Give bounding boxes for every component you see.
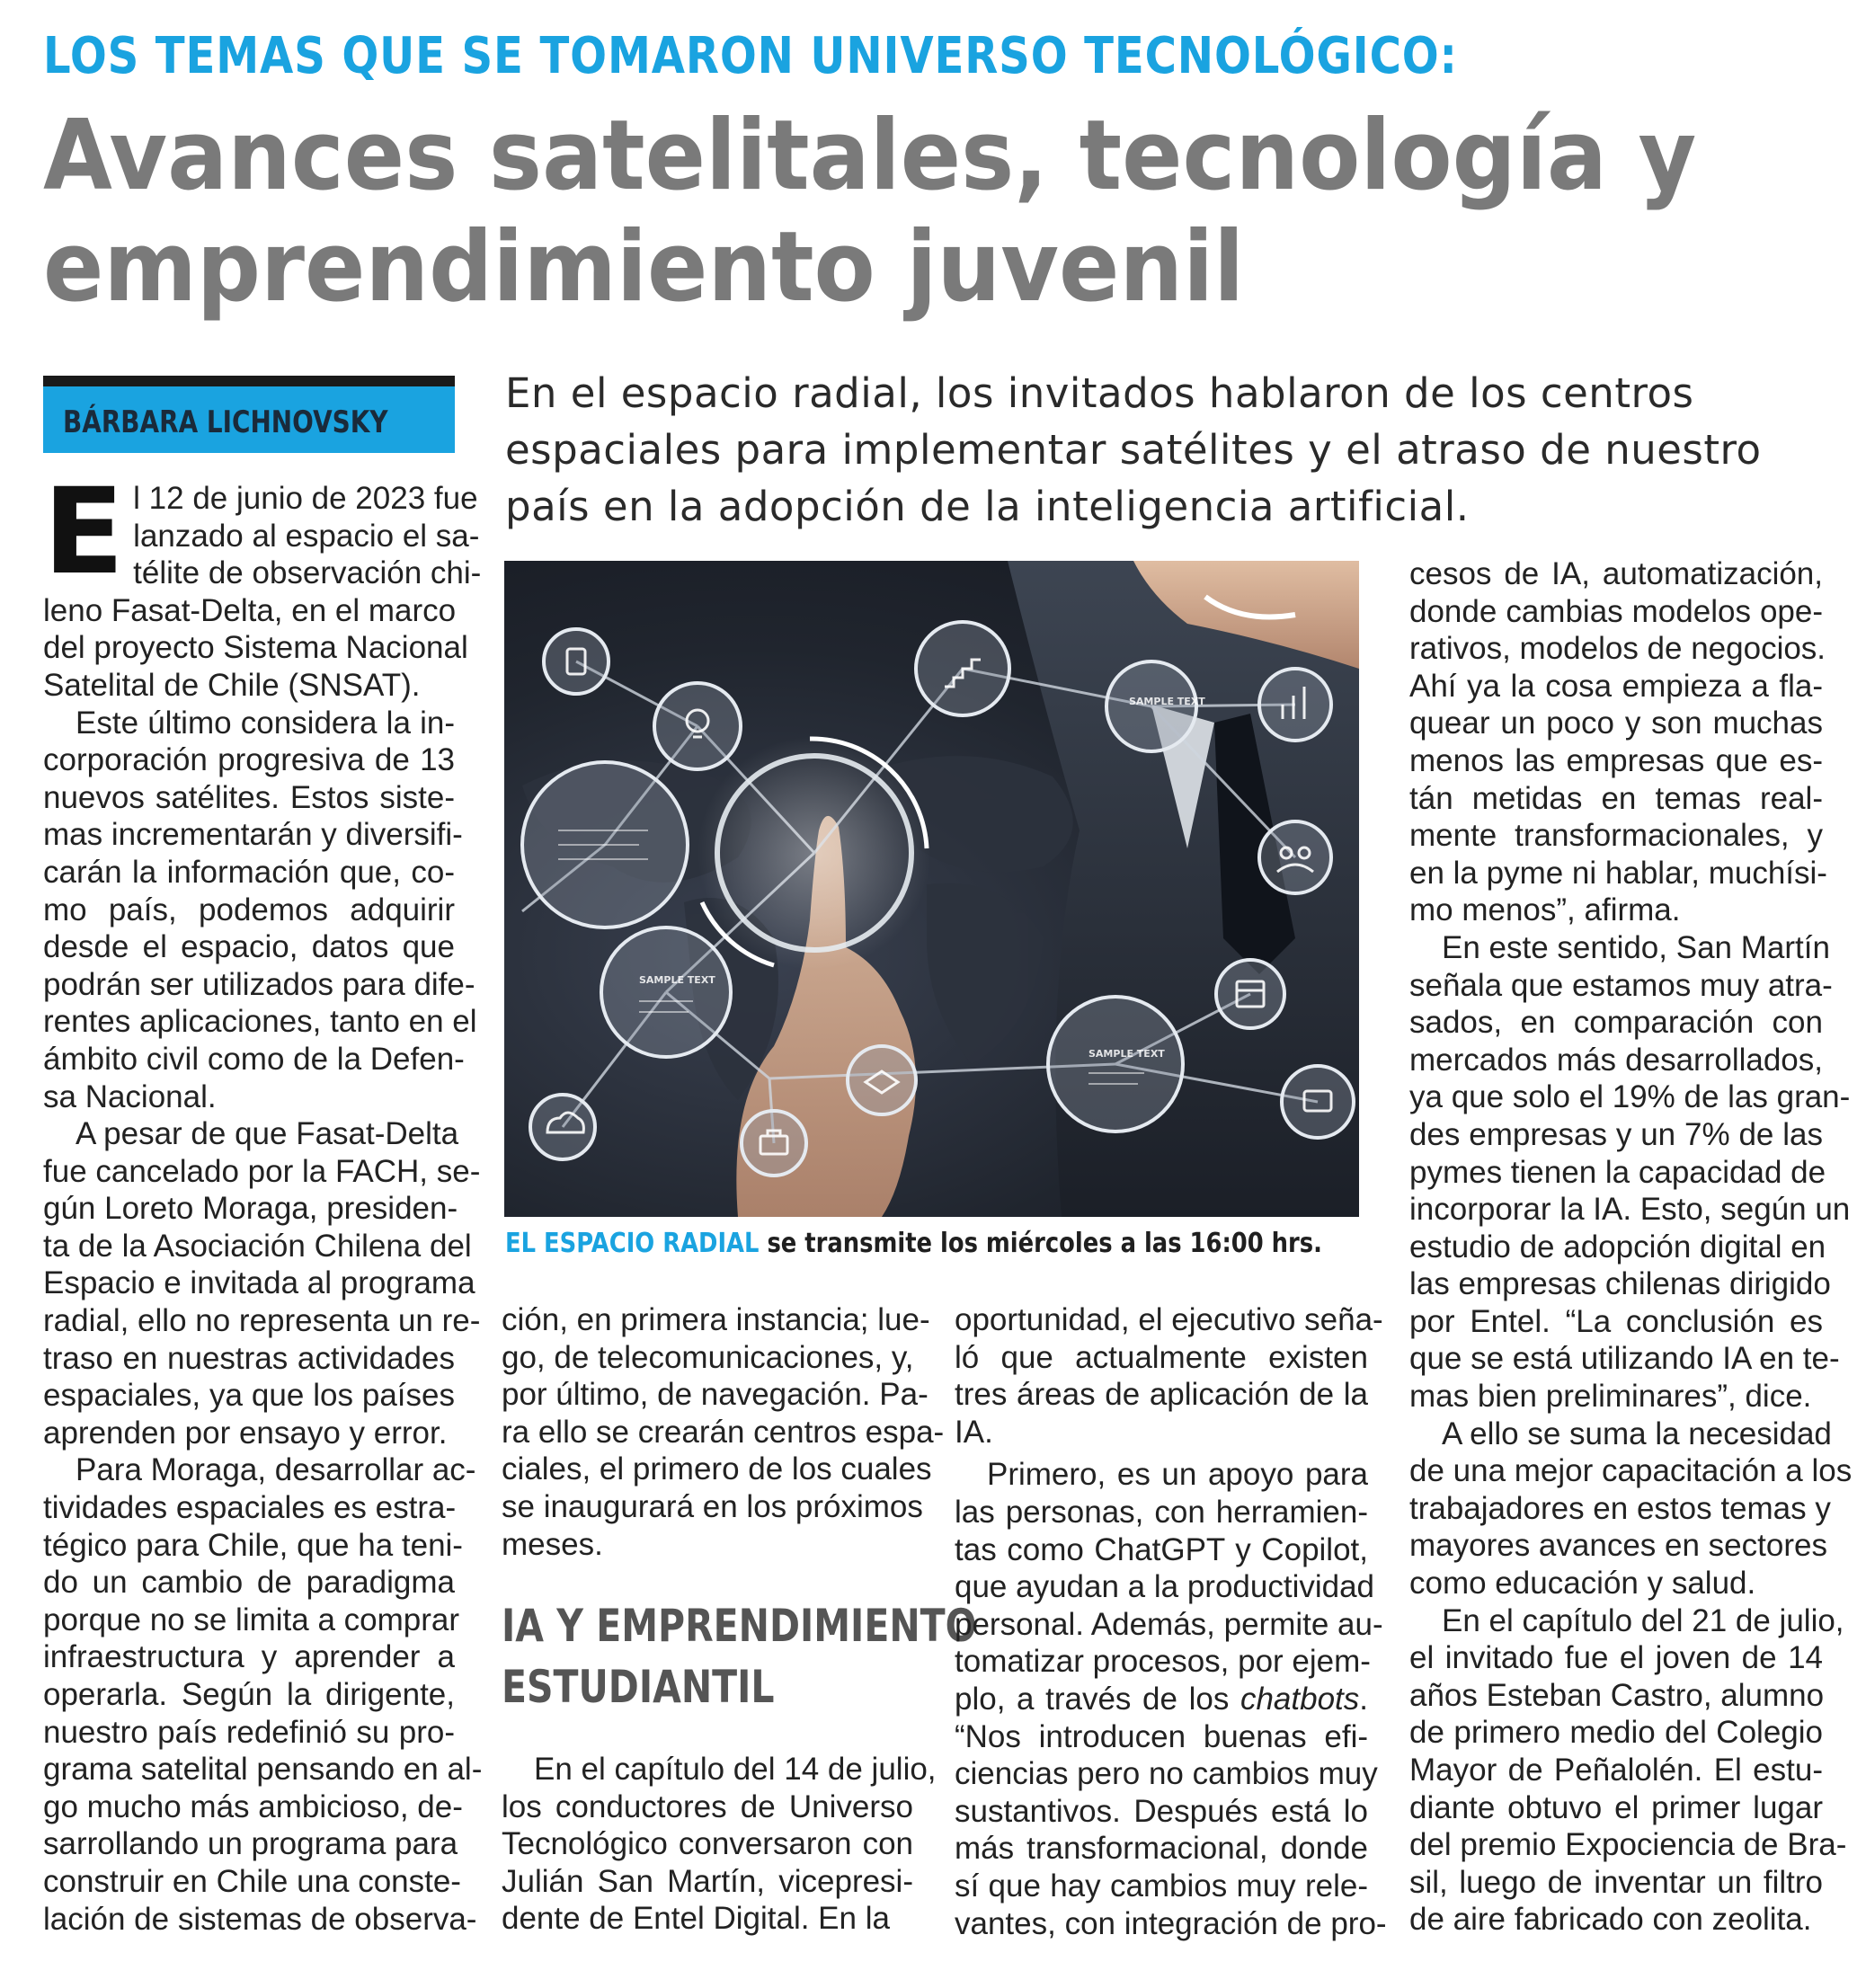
text-line: dente de Entel Digital. En la	[502, 1901, 890, 1937]
text-line: operarla. Según la dirigente,	[43, 1677, 455, 1712]
text-line: lanzado al espacio el sa-	[133, 518, 480, 554]
sample-text-label: SAMPLE TEXT	[1088, 1048, 1165, 1060]
text-line: ámbito civil como de la Defen-	[43, 1041, 465, 1077]
text-line: “Nos introducen buenas efi-	[955, 1718, 1368, 1754]
text-line: Mayor de Peñalolén. El estu-	[1409, 1753, 1823, 1788]
text-line: nuevos satélites. Estos siste-	[43, 779, 455, 815]
subhead-line: IA Y EMPRENDIMIENTO	[502, 1600, 977, 1652]
text-line: mas incrementarán y diversifi-	[43, 817, 463, 853]
text-line: tas como ChatGPT y Copilot,	[955, 1531, 1368, 1567]
column-4	[1409, 555, 1853, 1939]
text-line: En este sentido, San Martín	[1442, 929, 1830, 965]
text-line: tres áreas de aplicación de la	[955, 1377, 1368, 1413]
paragraph	[502, 1301, 945, 1563]
column-1	[43, 463, 483, 1938]
text-line: sil, luego de inventar un filtro	[1409, 1864, 1823, 1900]
text-line: l 12 de junio de 2023 fue	[133, 481, 478, 516]
cloud-icon	[530, 1095, 595, 1159]
text-line: A ello se suma la necesidad	[1442, 1416, 1832, 1451]
text-line: más transformacional, donde	[955, 1831, 1368, 1867]
text-line: oportunidad, el ejecutivo seña-	[955, 1302, 1383, 1337]
text-line: mas bien preliminares”, dice.	[1409, 1379, 1812, 1415]
subhead-line: ESTUDIANTIL	[502, 1661, 775, 1713]
article-photo	[504, 561, 1359, 1217]
sample-text-node	[1048, 997, 1183, 1132]
text-line: ra ello se crearán centros espa-	[502, 1414, 945, 1450]
chart-icon	[1259, 669, 1331, 741]
headline-line: emprendimiento juvenil	[43, 211, 1245, 324]
paragraph	[955, 1301, 1383, 1451]
text-line: personal. Además, permite au-	[955, 1606, 1383, 1642]
text-line: En el capítulo del 14 de julio,	[534, 1752, 937, 1787]
text-line: des empresas y un 7% de las	[1409, 1116, 1823, 1152]
text-line: las personas, con herramien-	[955, 1494, 1368, 1530]
lightbulb-icon	[654, 683, 741, 769]
text-line: IA.	[955, 1414, 993, 1450]
deck-line: país en la adopción de la inteligencia artificial.	[505, 483, 1470, 530]
text-line: gún Loreto Moraga, presiden-	[43, 1191, 458, 1227]
text-line: go, de telecomunicaciones, y,	[502, 1339, 914, 1375]
text-line: el invitado fue el joven de 14	[1409, 1640, 1823, 1676]
text-line: ciales, el primero de los cuales	[502, 1451, 932, 1487]
text-line: trabajadores en estos temas y	[1409, 1490, 1831, 1526]
text-line: mayores avances en sectores	[1409, 1528, 1827, 1564]
calendar-icon	[1216, 960, 1284, 1028]
paragraph	[955, 1456, 1387, 1942]
paragraph	[43, 1115, 481, 1451]
section-subhead	[502, 1595, 976, 1717]
text-line: grama satelital pensando en al-	[43, 1752, 483, 1788]
deck-line: espaciales para implementar satélites y el atraso de nuestro	[505, 426, 1762, 474]
text-line: sarrollando un programa para	[43, 1826, 458, 1862]
text-line: estudio de adopción digital en	[1409, 1229, 1826, 1265]
text-line: nuestro país redefinió su pro-	[43, 1714, 455, 1750]
byline-box	[43, 376, 455, 453]
headline-line: Avances satelitales, tecnología y	[43, 100, 1697, 212]
paragraph	[1409, 555, 1827, 929]
text-line: sustantivos. Después está lo	[955, 1793, 1368, 1829]
text-line: meses.	[502, 1526, 603, 1562]
text-line: tégico para Chile, que ha teni-	[43, 1527, 463, 1563]
text-line: del proyecto Sistema Nacional	[43, 630, 468, 666]
text-line: tomatizar procesos, por ejem-	[955, 1644, 1371, 1680]
text-line: donde cambias modelos ope-	[1409, 593, 1823, 629]
text-line: incorporar la IA. Esto, según un	[1409, 1192, 1851, 1228]
caption-lead: EL ESPACIO RADIAL	[505, 1228, 760, 1259]
text-line: desde el espacio, datos que	[43, 929, 455, 965]
text-line: podrán ser utilizados para dife-	[43, 966, 475, 1002]
text-line: señala que estamos muy atra-	[1409, 967, 1833, 1003]
text-line: pymes tienen la capacidad de	[1409, 1154, 1826, 1190]
briefcase-icon	[742, 1111, 806, 1176]
text-line: sados, en comparación con	[1409, 1005, 1823, 1041]
column-2	[502, 1301, 945, 1563]
text-line: como educación y salud.	[1409, 1566, 1756, 1602]
text-line: ción, en primera instancia; lue-	[502, 1302, 930, 1337]
text-line: las empresas chilenas dirigido	[1409, 1266, 1831, 1302]
text-line: Este último considera la in-	[76, 705, 455, 741]
paragraph	[1409, 1416, 1853, 1602]
text-line: porque no se limita a comprar	[43, 1602, 459, 1637]
text-line: plo, a través de los chatbots.	[955, 1681, 1368, 1717]
text-line: Primero, es un apoyo para	[987, 1457, 1368, 1493]
usb-icon	[544, 629, 609, 694]
center-glow	[698, 736, 931, 970]
paragraph	[43, 1451, 483, 1938]
text-line: ciencias pero no cambios muy	[955, 1756, 1378, 1792]
text-line: del premio Expociencia de Bra-	[1409, 1827, 1847, 1863]
caption-text: se transmite los miércoles a las 16:00 hrs.	[759, 1228, 1322, 1259]
text-line: corporación progresiva de 13	[43, 742, 455, 778]
text-line: sa Nacional.	[43, 1078, 217, 1114]
text-line: tividades espaciales es estra-	[43, 1490, 457, 1526]
text-line: En el capítulo del 21 de julio,	[1442, 1602, 1844, 1638]
text-line: espaciales, ya que los países	[43, 1378, 455, 1414]
text-line: rentes aplicaciones, tanto en el	[43, 1004, 477, 1040]
text-line: tán metidas en temas real-	[1409, 780, 1823, 816]
text-line: de primero medio del Colegio	[1409, 1715, 1823, 1751]
sample-text-node	[601, 927, 731, 1057]
text-line: sí que hay cambios muy rele-	[955, 1868, 1368, 1904]
sample-text-label: SAMPLE TEXT	[639, 974, 715, 986]
column-3	[955, 1301, 1387, 1942]
text-line: menos las empresas que es-	[1409, 742, 1823, 778]
kicker: LOS TEMAS QUE SE TOMARON UNIVERSO TECNOLÓGICO:	[43, 27, 1458, 85]
text-line: mente transformacionales, y	[1409, 818, 1823, 854]
paragraph	[43, 705, 477, 1116]
team-icon	[1259, 821, 1331, 893]
headline	[43, 101, 1696, 324]
text-line: carán la información que, co-	[43, 854, 455, 890]
text-line: por Entel. “La conclusión es	[1409, 1303, 1823, 1339]
photo-caption	[505, 1228, 1322, 1259]
text-line: A pesar de que Fasat-Delta	[76, 1116, 459, 1152]
text-line: Espacio e invitada al programa	[43, 1265, 475, 1301]
text-line: infraestructura y aprender a	[43, 1639, 455, 1675]
text-line: de una mejor capacitación a los	[1409, 1453, 1853, 1489]
text-line: rativos, modelos de negocios.	[1409, 631, 1826, 667]
text-line: aprenden por ensayo y error.	[43, 1415, 448, 1451]
text-line: vantes, con integración de pro-	[955, 1905, 1387, 1941]
text-line: traso en nuestras actividades	[43, 1340, 455, 1376]
text-line: de aire fabricado con zeolita.	[1409, 1902, 1812, 1938]
text-line: Tecnológico conversaron con	[502, 1826, 913, 1862]
paragraph	[1409, 929, 1851, 1416]
deck	[505, 365, 1835, 535]
text-line: télite de observación chi-	[133, 555, 482, 591]
column-2-continued	[502, 1751, 937, 1938]
text-line: Satelital de Chile (SNSAT).	[43, 667, 421, 703]
network-illustration	[504, 561, 1359, 1217]
text-line: Para Moraga, desarrollar ac-	[76, 1452, 476, 1488]
dropcap: E	[43, 463, 125, 601]
handshake-icon	[848, 1046, 916, 1114]
text-line: que se está utilizando IA en te-	[1409, 1341, 1840, 1377]
paragraph	[502, 1751, 937, 1938]
text-line: mercados más desarrollados,	[1409, 1042, 1823, 1078]
text-line: los conductores de Universo	[502, 1788, 913, 1824]
byline: BÁRBARA LICHNOVSKY	[63, 404, 388, 440]
text-line: mo menos”, afirma.	[1409, 892, 1681, 928]
text-line: leno Fasat-Delta, en el marco	[43, 592, 457, 628]
text-line: lación de sistemas de observa-	[43, 1901, 477, 1937]
text-line: ta de la Asociación Chilena del	[43, 1228, 472, 1264]
text-line: años Esteban Castro, alumno	[1409, 1677, 1825, 1713]
text-line: Julián San Martín, vicepresi-	[502, 1863, 913, 1899]
text-line: construir en Chile una conste-	[43, 1863, 461, 1899]
wallet-icon	[1282, 1066, 1354, 1138]
text-line: cesos de IA, automatización,	[1409, 556, 1823, 591]
deck-line: En el espacio radial, los invitados hablaron de los centros	[505, 369, 1694, 417]
text-line: en la pyme ni hablar, muchísi-	[1409, 855, 1827, 891]
text-line: se inaugurará en los próximos	[502, 1488, 923, 1524]
text-line: Ahí ya la cosa empieza a fla-	[1409, 668, 1823, 704]
text-line: diante obtuvo el primer lugar	[1409, 1789, 1823, 1825]
text-line: mo país, podemos adquirir	[43, 892, 455, 927]
text-line: quear un poco y son muchas	[1409, 706, 1823, 741]
text-line: que ayudan a la productividad	[955, 1569, 1375, 1605]
text-line: fue cancelado por la FACH, se-	[43, 1153, 481, 1189]
text-line: go mucho más ambicioso, de-	[43, 1788, 463, 1824]
text-line: ya que solo el 19% de las gran-	[1409, 1079, 1851, 1115]
text-line: por último, de navegación. Pa-	[502, 1377, 929, 1413]
text-line: ló que actualmente existen	[955, 1339, 1368, 1375]
paragraph	[1409, 1602, 1847, 1939]
text-line: do un cambio de paradigma	[43, 1565, 455, 1601]
sample-text-label: SAMPLE TEXT	[1129, 696, 1205, 707]
text-line: radial, ello no representa un re-	[43, 1303, 481, 1339]
